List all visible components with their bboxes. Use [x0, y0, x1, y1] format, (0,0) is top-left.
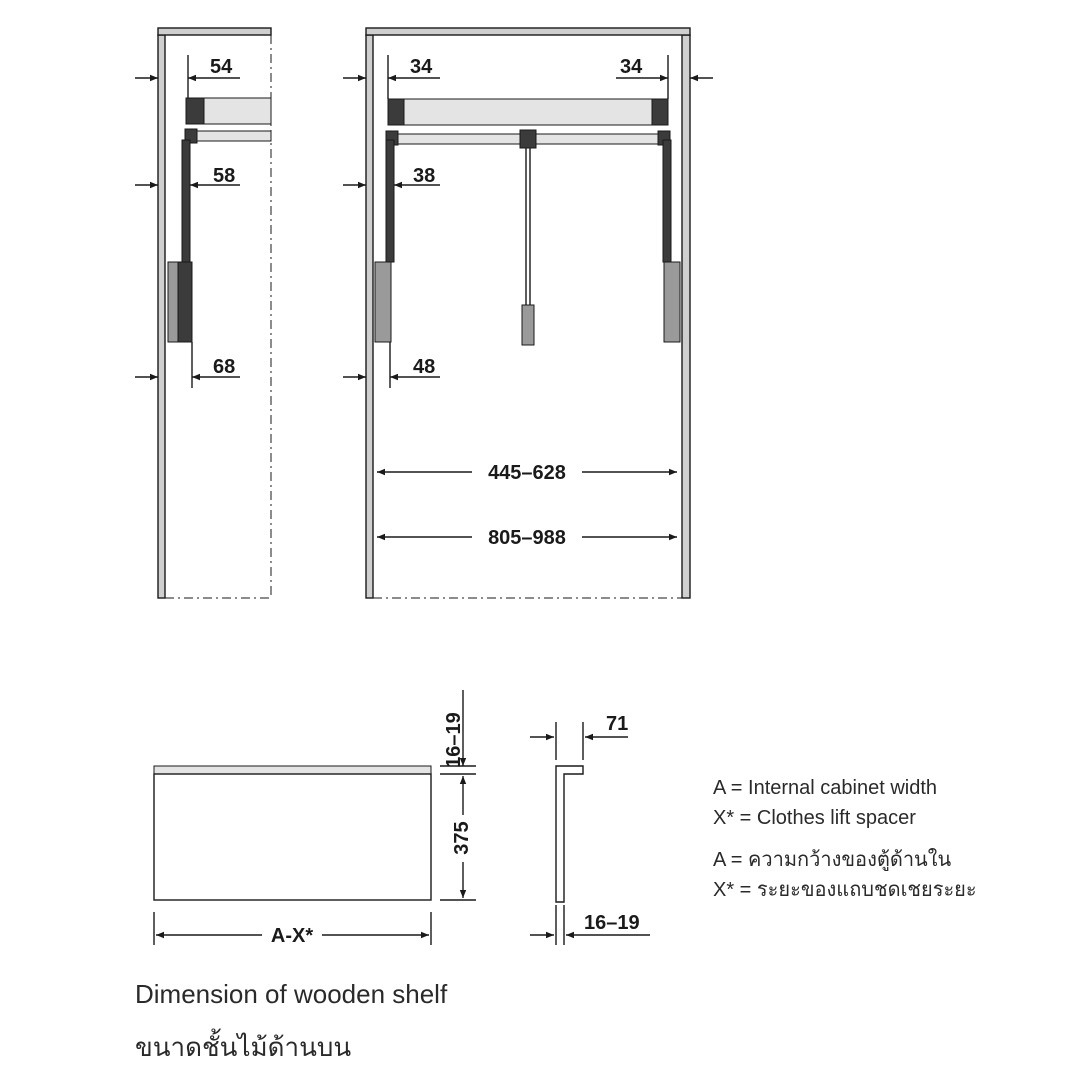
- profile-thick-label: 16–19: [584, 912, 640, 934]
- side-cabinet-panel: [158, 35, 165, 598]
- front-dim-34-right-label: 34: [620, 56, 643, 78]
- shelf-height-label: 375: [451, 821, 473, 855]
- shelf-top-edge: [154, 766, 431, 774]
- front-dim-48-label: 48: [413, 356, 436, 378]
- caption: [135, 979, 448, 1062]
- side-view: [135, 28, 271, 598]
- shelf-body: [154, 774, 431, 900]
- front-lift-cylinder-right: [664, 262, 680, 342]
- front-dim-cabinet-label: 805–988: [488, 527, 566, 549]
- front-top-panel: [366, 28, 690, 35]
- shelf-profile-shape: [556, 766, 583, 902]
- front-lift-rail-cap-left: [388, 99, 404, 125]
- profile-top-label: 71: [606, 713, 629, 735]
- front-pull-handle: [522, 305, 534, 345]
- front-lift-rail-cap-right: [652, 99, 668, 125]
- side-dim-68-label: 68: [213, 356, 236, 378]
- front-lift-rail-top: [390, 99, 665, 125]
- front-dim-38-label: 38: [413, 165, 436, 187]
- legend: [713, 777, 977, 901]
- front-view: [343, 28, 713, 598]
- side-top-panel: [158, 28, 271, 35]
- front-dim-inner-label: 445–628: [488, 462, 566, 484]
- shelf-view: [154, 690, 476, 947]
- caption-en: Dimension of wooden shelf: [135, 979, 448, 1009]
- legend-en-x: X* = Clothes lift spacer: [713, 807, 916, 829]
- shelf-profile-view: [530, 713, 650, 945]
- front-lift-arm-left: [386, 140, 394, 262]
- shelf-width-label: A-X*: [270, 925, 314, 947]
- side-lift-rail-cap: [186, 98, 204, 124]
- front-dim-34-left-label: 34: [410, 56, 433, 78]
- caption-th: ขนาดชั้นไม้ด้านบน: [135, 1032, 352, 1062]
- front-right-panel: [682, 35, 690, 598]
- legend-en-a: A = Internal cabinet width: [713, 777, 938, 799]
- side-lift-arm: [182, 140, 190, 262]
- side-lift-bar: [190, 131, 271, 141]
- legend-th-a: A = ความกว้างของตู้ด้านใน: [713, 849, 952, 871]
- front-left-panel: [366, 35, 373, 598]
- front-lift-cylinder-left: [375, 262, 391, 342]
- side-lift-cylinder-cap: [178, 262, 192, 342]
- shelf-thickness-label: 16–19: [443, 712, 465, 768]
- side-dim-54-label: 54: [210, 56, 233, 78]
- side-dim-58-label: 58: [213, 165, 236, 187]
- legend-th-x: X* = ระยะของแถบชดเชยระยะ: [713, 879, 977, 901]
- front-lift-arm-right: [663, 140, 671, 262]
- front-pull-handle-block: [520, 130, 536, 148]
